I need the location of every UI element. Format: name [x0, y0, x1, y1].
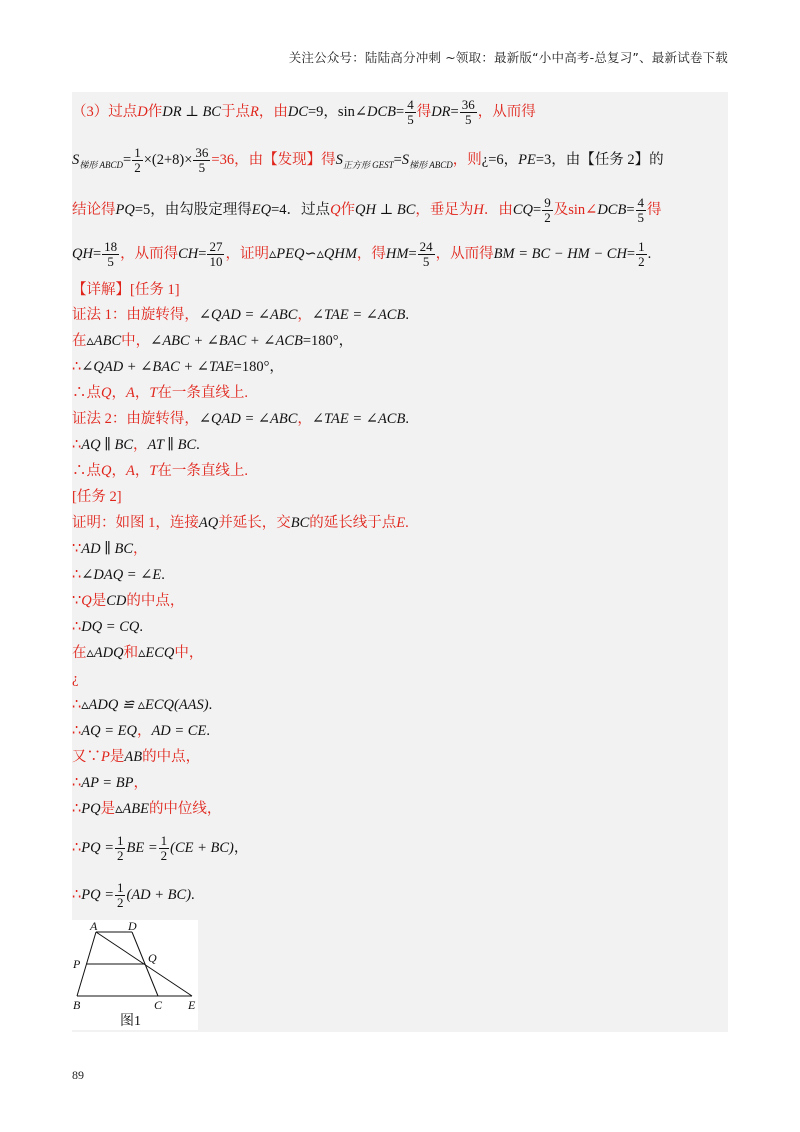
denominator: 5	[422, 254, 430, 269]
math: DC	[287, 103, 308, 120]
label-A: A	[90, 920, 98, 933]
text: T	[149, 463, 158, 479]
text: 的中位线，	[148, 801, 222, 817]
text: ，则	[452, 151, 482, 168]
text: H	[473, 201, 484, 218]
math: ∠QAD = ∠ABC	[198, 307, 298, 323]
text: ，得	[356, 245, 386, 262]
denominator: 5	[464, 112, 472, 127]
text: ∴	[72, 886, 82, 903]
proof-line-6	[72, 643, 203, 663]
math: AD ∥ BC	[81, 541, 134, 557]
math: DCB	[597, 201, 627, 218]
text: .	[196, 437, 200, 453]
text: 在一条直线上.	[157, 385, 249, 401]
text: Q	[81, 593, 92, 609]
denominator: 2	[116, 895, 124, 910]
math: ▵ECQ	[138, 645, 175, 661]
math: =	[396, 103, 405, 120]
text: 又∵	[72, 749, 101, 765]
part3-line-1	[72, 98, 536, 127]
method1-line-4	[72, 383, 248, 403]
math: =180°，	[233, 359, 284, 375]
proof-line-8	[72, 695, 212, 715]
math: CQ	[512, 201, 534, 218]
math: PQ =	[81, 886, 114, 903]
text: A	[125, 385, 135, 401]
math: (AD + BC)	[126, 886, 192, 903]
proof-line-13	[72, 834, 248, 863]
text: ∴点	[72, 463, 101, 479]
proof-line-2	[72, 539, 148, 559]
text: ，从而得	[120, 245, 179, 262]
math: =	[393, 151, 402, 168]
numerator: 1	[116, 833, 124, 848]
math: ▵ADQ ≌ ▵ECQ(AAS)	[81, 697, 209, 713]
numerator: 1	[638, 239, 645, 254]
proof-line-7	[72, 669, 78, 689]
math: QH	[72, 245, 93, 262]
text: .	[191, 886, 195, 903]
proof-line-11	[72, 773, 148, 793]
denominator: 2	[638, 254, 645, 269]
math: =6，	[488, 151, 519, 168]
proof-line-4	[72, 591, 184, 611]
math: AD = CE	[151, 723, 207, 739]
figure-caption: 图1	[120, 1014, 141, 1029]
math: S	[335, 151, 343, 168]
text: 作	[147, 103, 163, 120]
text: 中，	[174, 645, 204, 661]
text: ，	[233, 839, 249, 856]
text: ¿	[72, 671, 79, 687]
denominator: 5	[198, 160, 206, 175]
text: .	[405, 307, 409, 323]
text: ，	[111, 463, 126, 479]
proof-line-5	[72, 617, 143, 637]
denominator: 5	[107, 254, 114, 269]
math: =	[198, 245, 207, 262]
math: ▵PEQ∽▵QHM	[268, 245, 357, 262]
math: PQ	[81, 801, 101, 817]
math: =	[626, 245, 636, 262]
text: 于点	[220, 103, 250, 120]
text: 得	[647, 201, 662, 218]
text: .	[161, 567, 165, 583]
math: PQ =	[81, 839, 114, 856]
text: E	[396, 515, 406, 531]
math: ∠TAE = ∠ACB	[311, 307, 406, 323]
text: ∴	[72, 437, 82, 453]
math: DR	[431, 103, 451, 120]
text: =5，由勾股定理得	[134, 201, 252, 218]
text: 的中点，	[142, 749, 201, 765]
text: =36，由【发现】得	[211, 151, 336, 168]
math: ∠QAD + ∠BAC + ∠TAE	[81, 359, 234, 375]
math: AQ ∥ BC	[81, 437, 134, 453]
text: .	[139, 619, 143, 635]
text: .	[206, 723, 210, 739]
text: ，	[133, 437, 148, 453]
math: CD	[106, 593, 127, 609]
page-number: 89	[72, 1068, 84, 1082]
text: 及sin∠	[553, 201, 598, 218]
math: =	[450, 103, 459, 120]
text: .	[405, 411, 409, 427]
text: .	[405, 515, 409, 531]
math: ×(2+8)×	[143, 151, 193, 168]
denominator: 2	[134, 160, 141, 175]
text: 在	[72, 645, 87, 661]
text: （3）过点	[72, 103, 138, 120]
fraction	[542, 196, 553, 225]
part3-line-2	[72, 146, 664, 175]
text: 是	[100, 801, 116, 817]
math: DQ = CQ	[81, 619, 140, 635]
math: S	[401, 151, 410, 168]
math: AQ = EQ	[81, 723, 137, 739]
math: BC	[290, 515, 310, 531]
text: ∴	[72, 359, 82, 375]
text: R	[249, 103, 259, 120]
numerator: 36	[195, 145, 209, 160]
fraction	[418, 240, 435, 269]
text: P	[101, 749, 110, 765]
text: 中，	[121, 333, 151, 349]
numerator: 36	[461, 97, 475, 112]
text: 结论得	[72, 201, 116, 218]
text: .	[208, 697, 213, 713]
text: ，	[136, 723, 152, 739]
method2-line-2	[72, 435, 200, 455]
detail-title: 【详解】[任务 1]	[72, 282, 180, 298]
math: CH	[178, 245, 199, 262]
text: ．由	[483, 201, 513, 218]
fraction	[115, 834, 126, 863]
method2-line-1	[72, 409, 409, 429]
proof-line-12	[72, 799, 221, 819]
math: ∠DAQ = ∠E	[81, 567, 162, 583]
label-C: C	[154, 998, 163, 1010]
fraction	[207, 240, 224, 269]
text: 得	[416, 103, 432, 120]
text: ，	[134, 385, 150, 401]
text: ，	[133, 541, 148, 557]
math: =	[408, 245, 417, 262]
math: =9，sin∠	[308, 103, 367, 120]
fraction	[460, 98, 477, 127]
part3-line-4	[72, 240, 651, 269]
text: ，从而得	[477, 103, 536, 120]
denominator: 5	[407, 112, 414, 127]
fraction	[132, 146, 143, 175]
text: 作	[340, 201, 356, 218]
text: ∴	[72, 839, 82, 856]
fraction	[115, 881, 126, 910]
text: ∵	[72, 593, 82, 609]
math: (CE + BC)	[170, 839, 234, 856]
page-header: 关注公众号：陆陆高分冲刺 ~领取：最新版“小中高考-总复习”、最新试卷下载	[288, 50, 728, 65]
denominator: 5	[637, 210, 644, 225]
numerator: 18	[104, 239, 118, 254]
math: BE =	[126, 839, 158, 856]
label-E: E	[188, 998, 196, 1010]
text: ，	[111, 385, 126, 401]
proof-line-1	[72, 513, 409, 533]
denominator: 2	[160, 848, 168, 863]
method1-line-3	[72, 357, 284, 377]
text: ∴	[72, 619, 82, 635]
math: BM = BC − HM − CH	[493, 245, 627, 262]
method1-line-1	[72, 305, 409, 325]
numerator: 9	[544, 195, 551, 210]
math: DR ⊥ BC	[162, 103, 221, 120]
denominator: 2	[116, 848, 124, 863]
text: 的延长线于点	[309, 515, 397, 531]
proof-line-3	[72, 565, 165, 585]
fraction	[636, 196, 647, 225]
math: EQ	[251, 201, 272, 218]
text: 是	[109, 749, 125, 765]
text: ，垂足为	[415, 201, 474, 218]
text: 在一条直线上.	[157, 463, 249, 479]
numerator: 1	[116, 880, 124, 895]
text: 是	[91, 593, 107, 609]
math: =180°，	[302, 333, 354, 349]
geometry-diagram	[72, 920, 198, 1010]
math: =	[92, 245, 102, 262]
math: DCB	[367, 103, 396, 120]
text: 并延长，交	[218, 515, 291, 531]
proof-line-10	[72, 747, 200, 767]
math: ▵ABC	[86, 333, 122, 349]
numerator: 4	[407, 97, 414, 112]
subscript: 梯形 ABCD	[409, 159, 453, 170]
text: ，从而得	[435, 245, 494, 262]
text: ，	[133, 775, 148, 791]
method2-line-3	[72, 461, 248, 481]
text: =4．过点	[271, 201, 331, 218]
text: =3，由【任务 2】的	[535, 151, 664, 168]
math: =	[123, 151, 132, 168]
proof-line-14	[72, 881, 195, 910]
denominator: 10	[209, 254, 223, 269]
math: AQ	[198, 515, 219, 531]
text: ，	[134, 463, 150, 479]
numerator: 4	[637, 195, 644, 210]
math: AT ∥ BC	[147, 437, 197, 453]
math: AB	[124, 749, 143, 765]
math: ∠ABC + ∠BAC + ∠ACB	[150, 333, 303, 349]
math: .	[647, 245, 652, 262]
text: ，	[297, 307, 312, 323]
text: ，由	[258, 103, 288, 120]
label-P: P	[73, 957, 81, 971]
numerator: 1	[160, 833, 168, 848]
text: ∴	[72, 567, 82, 583]
task2-title: [任务 2]	[72, 489, 122, 505]
math: ¿	[481, 151, 489, 168]
method1-line-2	[72, 331, 353, 351]
text: ，	[297, 411, 312, 427]
numerator: 27	[209, 239, 223, 254]
text: 在	[72, 333, 87, 349]
fraction	[405, 98, 416, 127]
math: ∠TAE = ∠ACB	[311, 411, 406, 427]
solution-content	[72, 92, 728, 1032]
text: ∵	[72, 541, 82, 557]
fraction	[102, 240, 119, 269]
label-Q: Q	[148, 951, 157, 965]
fraction	[193, 146, 210, 175]
label-D: D	[128, 920, 137, 933]
text: ∴	[72, 723, 82, 739]
fraction	[636, 240, 647, 269]
fraction	[159, 834, 170, 863]
text: Q	[330, 201, 341, 218]
part3-line-3	[72, 196, 662, 225]
math: =	[533, 201, 542, 218]
text: 的中点，	[126, 593, 185, 609]
text: Q	[101, 385, 112, 401]
text: ∴	[72, 801, 82, 817]
math: ▵ABE	[115, 801, 149, 817]
text: 证明：如图 1，连接	[72, 515, 199, 531]
math: S	[72, 151, 80, 168]
label-B: B	[73, 998, 81, 1010]
text: ∴	[72, 775, 82, 791]
math: =	[626, 201, 635, 218]
text: 证法 1：由旋转得，	[72, 307, 199, 323]
numerator: 24	[419, 239, 433, 254]
proof-line-9	[72, 721, 210, 741]
math: HM	[385, 245, 409, 262]
subscript: 梯形 ABCD	[79, 159, 123, 170]
denominator: 2	[544, 210, 551, 225]
text: Q	[101, 463, 112, 479]
text: D	[137, 103, 148, 120]
math: QH ⊥ BC	[355, 201, 416, 218]
math: ∠QAD = ∠ABC	[198, 411, 298, 427]
text: 证法 2：由旋转得，	[72, 411, 199, 427]
subscript: 正方形 GEST	[342, 159, 394, 170]
math: PE	[518, 151, 536, 168]
text: T	[149, 385, 158, 401]
text: A	[125, 463, 135, 479]
text: ∴	[72, 697, 82, 713]
text: 和	[123, 645, 139, 661]
numerator: 1	[134, 145, 141, 160]
figure-1	[72, 920, 198, 1030]
text: ，证明	[225, 245, 269, 262]
math: ▵ADQ	[86, 645, 124, 661]
text: ∴点	[72, 385, 101, 401]
math: AP = BP	[81, 775, 134, 791]
math: PQ	[115, 201, 135, 218]
